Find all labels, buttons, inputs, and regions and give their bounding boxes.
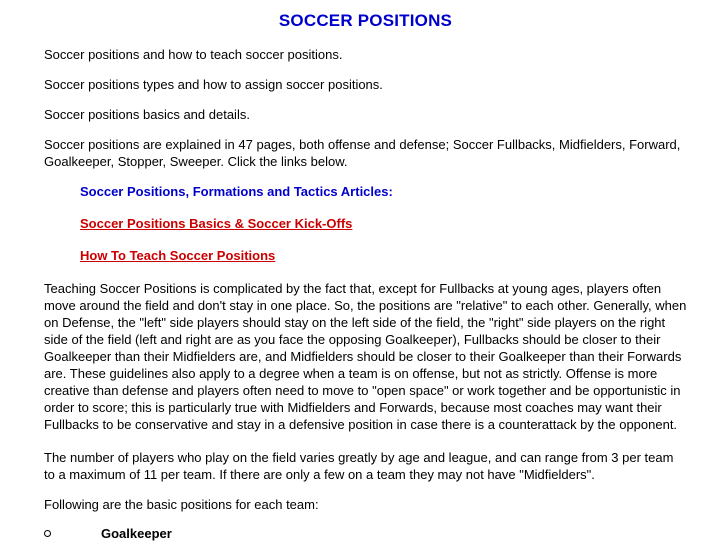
teaching-paragraph: Teaching Soccer Positions is complicated by the fact that, except for Fullbacks at young ages, players often move around the field and don't stay in one place. So, the positions are "relative" to each other. Generally, when on Defense, the "left" side players should stay on the left side of the field, the "right" side players on the right side of the field (left and right are as you face the opposing Goalkeeper), Fullbacks should be closer to their Goalkeeper than their Midfielders are, and Midfielders should be closer to their Goalkeeper than their Forwards are. These guidelines also apply to a degree when a team is on offense, but not as strictly. Offense is more creative than defense and players often need to move to "open space" or work together and be opportunistic in order to score; this is particularly true with Midfielders and Forwards, because most coaches may want their Fullbacks to be conservative and stay in a defensive position in case there is a counterattack by the opponent. (44, 281, 687, 432)
intro-paragraph-3: Soccer positions basics and details. (44, 107, 250, 122)
article (44, 0, 687, 542)
intro-paragraph-4: Soccer positions are explained in 47 pages, both offense and defense; Soccer Fullbacks, Midfielders, Forward, Goalkeeper, Stopper, Sweeper. Click the links below. (44, 137, 681, 169)
following-paragraph: Following are the basic positions for each team: (44, 497, 319, 512)
position-name: Goalkeeper (101, 526, 172, 541)
positions-list (44, 525, 687, 542)
intro-paragraph-1: Soccer positions and how to teach soccer positions. (44, 47, 343, 62)
list-item (44, 525, 687, 542)
page-title: SOCCER POSITIONS (278, 11, 453, 30)
intro-paragraph-2: Soccer positions types and how to assign soccer positions. (44, 77, 383, 92)
players-paragraph: The number of players who play on the field varies greatly by age and league, and can range from 3 per team to a maximum of 11 per team. If there are only a few on a team they may not have "Midfielders". (44, 450, 674, 482)
link-positions-basics-kickoffs[interactable]: Soccer Positions Basics & Soccer Kick-Offs (80, 216, 353, 231)
articles-heading: Soccer Positions, Formations and Tactics Articles: (80, 184, 393, 199)
bullet-circle-icon (44, 530, 51, 537)
link-how-to-teach-positions[interactable]: How To Teach Soccer Positions (80, 248, 276, 263)
articles-links-section (80, 183, 687, 264)
